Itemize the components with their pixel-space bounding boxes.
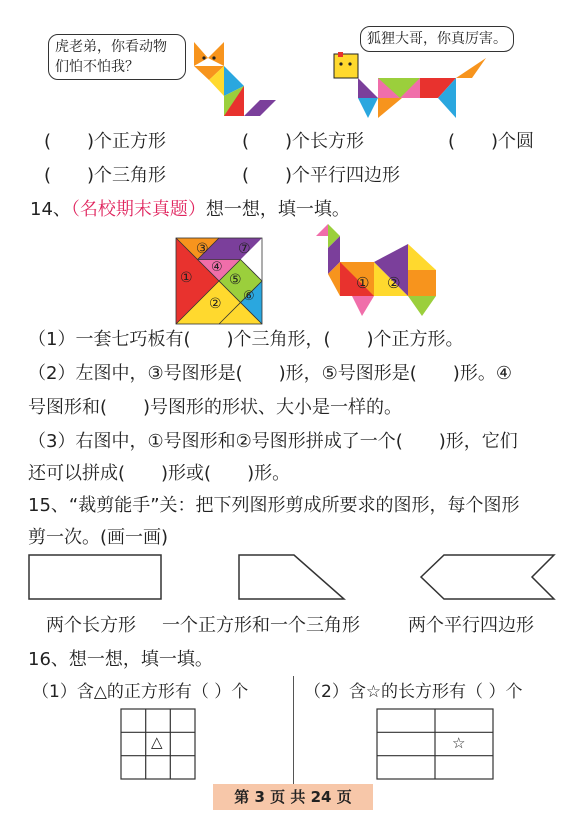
trapezoid-shape[interactable] <box>238 554 346 600</box>
q13-rectangle-count: ( )个长方形 <box>242 131 365 152</box>
q15-line1: 15、“裁剪能手”关：把下列图形剪成所要求的图形，每个图形 <box>28 495 520 516</box>
q14-title: 想一想，填一填。 <box>205 199 350 220</box>
q14-source-tag: （名校期末真题） <box>70 199 206 220</box>
label-5: ⑤ <box>229 272 242 288</box>
q13-parallelogram-count: ( )个平行四边形 <box>242 165 401 186</box>
label-4: ④ <box>211 260 223 275</box>
q16-left-question: （1）含△的正方形有（ ）个 <box>32 682 249 702</box>
q13-square-count: ( )个正方形 <box>44 131 167 152</box>
label-2: ② <box>209 296 222 312</box>
caption-two-parallelograms: 两个平行四边形 <box>408 615 534 636</box>
tangram-fox-figure <box>190 38 280 128</box>
q14-sub3-line2: 还可以拼成( )形或( )形。 <box>28 463 291 484</box>
triangle-mark: △ <box>151 733 163 751</box>
label-3: ③ <box>196 241 209 257</box>
label-1: ① <box>180 270 193 286</box>
tangram-dog-figure <box>330 52 490 122</box>
q14-sub2-line2: 号图形和( )号图形的形状、大小是一样的。 <box>28 397 403 418</box>
dog-speech-bubble <box>360 26 514 52</box>
tangram-bird-figure <box>312 222 438 318</box>
q14-sub3-line1: （3）右图中，①号图形和②号图形拼成了一个( )形，它们 <box>28 431 518 452</box>
q14-sub1: （1）一套七巧板有( )个三角形，( )个正方形。 <box>28 329 464 350</box>
q15-line2: 剪一次。(画一画) <box>28 527 169 548</box>
tiger-speech-bubble <box>48 34 186 80</box>
label-6: ⑥ <box>243 289 255 304</box>
caption-square-and-triangle: 一个正方形和一个三角形 <box>162 615 360 636</box>
q14-heading <box>30 198 350 222</box>
star-mark: ☆ <box>452 734 466 752</box>
q16-right-question: （2）含☆的长方形有（ ）个 <box>304 682 523 702</box>
q13-triangle-count: ( )个三角形 <box>44 165 167 186</box>
tiger-speech-text: 虎老弟，你看动物们怕不怕我？ <box>55 39 167 75</box>
page-footer: 第 3 页 共 24 页 <box>213 784 373 810</box>
grid-3x2 <box>376 708 494 780</box>
dog-speech-text: 狐狸大哥，你真厉害。 <box>367 31 507 47</box>
label-7: ⑦ <box>238 241 251 257</box>
caption-two-rectangles: 两个长方形 <box>46 615 136 636</box>
bird-label-2: ② <box>387 274 401 292</box>
q14-number: 14、 <box>30 199 71 220</box>
arrow-hexagon-shape[interactable] <box>420 554 556 600</box>
q16-divider <box>293 676 294 792</box>
q13-circle-count: ( )个圆 <box>448 131 535 152</box>
q16-title: 16、想一想，填一填。 <box>28 649 213 670</box>
q14-sub2-line1: （2）左图中，③号图形是( )形，⑤号图形是( )形。④ <box>28 363 512 384</box>
rectangle-shape[interactable] <box>28 554 162 600</box>
bird-label-1: ① <box>356 274 370 292</box>
